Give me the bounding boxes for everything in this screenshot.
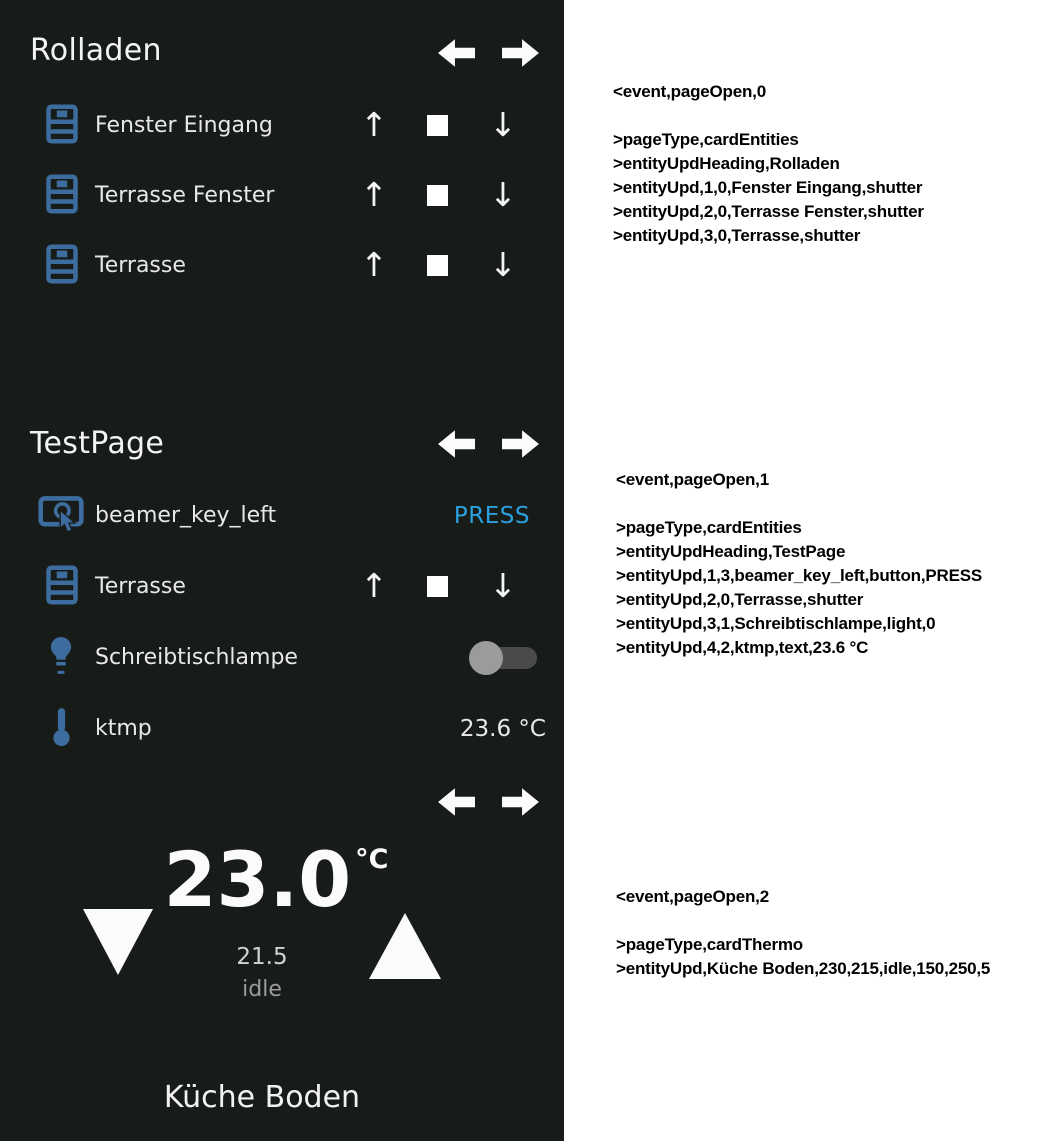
- shutter-icon: [44, 103, 80, 149]
- shutter-stop-button[interactable]: [427, 576, 448, 597]
- log-line: >entityUpd,2,0,Terrasse,shutter: [616, 590, 864, 609]
- arrow-left-icon: [437, 37, 475, 69]
- entity-label: Terrasse: [95, 574, 186, 599]
- shutter-down-button[interactable]: ↓: [489, 566, 517, 605]
- entity-label: ktmp: [95, 716, 152, 741]
- log-block-page0: [613, 80, 924, 248]
- shutter-up-button[interactable]: ↑: [360, 566, 388, 605]
- log-line: >entityUpd,4,2,ktmp,text,23.6 °C: [616, 638, 869, 657]
- shutter-up-button[interactable]: ↑: [360, 175, 388, 214]
- shutter-down-button[interactable]: ↓: [489, 175, 517, 214]
- shutter-up-button[interactable]: ↑: [360, 105, 388, 144]
- log-line: >entityUpd,2,0,Terrasse Fenster,shutter: [613, 202, 924, 221]
- thermometer-icon: [52, 706, 71, 752]
- log-gap: [613, 104, 924, 128]
- arrow-left-icon: [437, 428, 475, 460]
- entity-row-fenster-eingang: [0, 104, 564, 148]
- thermo-unit: °C: [355, 844, 389, 875]
- log-line: >entityUpd,3,0,Terrasse,shutter: [613, 226, 861, 245]
- arrow-left-icon: [437, 786, 475, 818]
- nav-next-button[interactable]: [502, 428, 540, 460]
- log-event-line: <event,pageOpen,2: [616, 887, 769, 906]
- temperature-value: 23.6 °C: [459, 716, 546, 742]
- log-line: >pageType,cardEntities: [613, 130, 799, 149]
- log-gap: [616, 909, 990, 933]
- log-event-line: <event,pageOpen,1: [616, 470, 769, 489]
- log-block-page2: [616, 885, 990, 981]
- log-line: >entityUpdHeading,TestPage: [616, 542, 846, 561]
- arrow-right-icon: [502, 428, 540, 460]
- toggle-knob: [469, 641, 503, 675]
- log-line: >pageType,cardEntities: [616, 518, 802, 537]
- entity-label: Terrasse: [95, 253, 186, 278]
- shutter-down-button[interactable]: ↓: [489, 105, 517, 144]
- light-toggle-switch[interactable]: [466, 640, 540, 676]
- entity-label: Fenster Eingang: [95, 113, 273, 138]
- nav-prev-button[interactable]: [437, 786, 475, 818]
- entity-row-terrasse: [0, 244, 564, 288]
- log-line: >entityUpd,3,1,Schreibtischlampe,light,0: [616, 614, 936, 633]
- shutter-icon: [44, 173, 80, 219]
- nav-next-button[interactable]: [502, 37, 540, 69]
- log-block-page1: [616, 468, 982, 660]
- log-line: >entityUpd,1,3,beamer_key_left,button,PRESS: [616, 566, 982, 585]
- entity-row-beamer-key-left: [0, 494, 564, 538]
- thermo-target-temperature: 21.5: [236, 944, 288, 970]
- nav-next-button[interactable]: [502, 786, 540, 818]
- lightbulb-icon: [47, 635, 75, 681]
- card-rolladen-title: Rolladen: [30, 33, 162, 68]
- card-testpage-title: TestPage: [30, 426, 165, 461]
- entity-row-ktmp: [0, 707, 564, 751]
- log-event-line: <event,pageOpen,0: [613, 82, 766, 101]
- log-gap: [616, 492, 982, 516]
- entity-label: Schreibtischlampe: [95, 645, 298, 670]
- shutter-stop-button[interactable]: [427, 255, 448, 276]
- shutter-stop-button[interactable]: [427, 115, 448, 136]
- entity-label: beamer_key_left: [95, 503, 277, 528]
- shutter-icon: [44, 243, 80, 289]
- log-line: >pageType,cardThermo: [616, 935, 803, 954]
- nav-prev-button[interactable]: [437, 37, 475, 69]
- press-button[interactable]: PRESS: [453, 503, 530, 529]
- gesture-tap-button-icon: [38, 493, 84, 539]
- entity-row-terrasse-2: [0, 565, 564, 609]
- log-line: >entityUpd,1,0,Fenster Eingang,shutter: [613, 178, 923, 197]
- entity-row-terrasse-fenster: [0, 174, 564, 218]
- arrow-right-icon: [502, 37, 540, 69]
- shutter-up-button[interactable]: ↑: [360, 245, 388, 284]
- log-line: >entityUpd,Küche Boden,230,215,idle,150,250,5: [616, 959, 991, 978]
- log-line: >entityUpdHeading,Rolladen: [613, 154, 840, 173]
- thermo-state: idle: [242, 977, 282, 1002]
- shutter-down-button[interactable]: ↓: [489, 245, 517, 284]
- arrow-right-icon: [502, 786, 540, 818]
- entity-label: Terrasse Fenster: [95, 183, 275, 208]
- shutter-icon: [44, 564, 80, 610]
- thermo-title: Küche Boden: [163, 1080, 361, 1115]
- shutter-stop-button[interactable]: [427, 185, 448, 206]
- thermo-current-value: 23.0: [163, 835, 352, 924]
- entity-row-schreibtischlampe: [0, 636, 564, 680]
- nav-prev-button[interactable]: [437, 428, 475, 460]
